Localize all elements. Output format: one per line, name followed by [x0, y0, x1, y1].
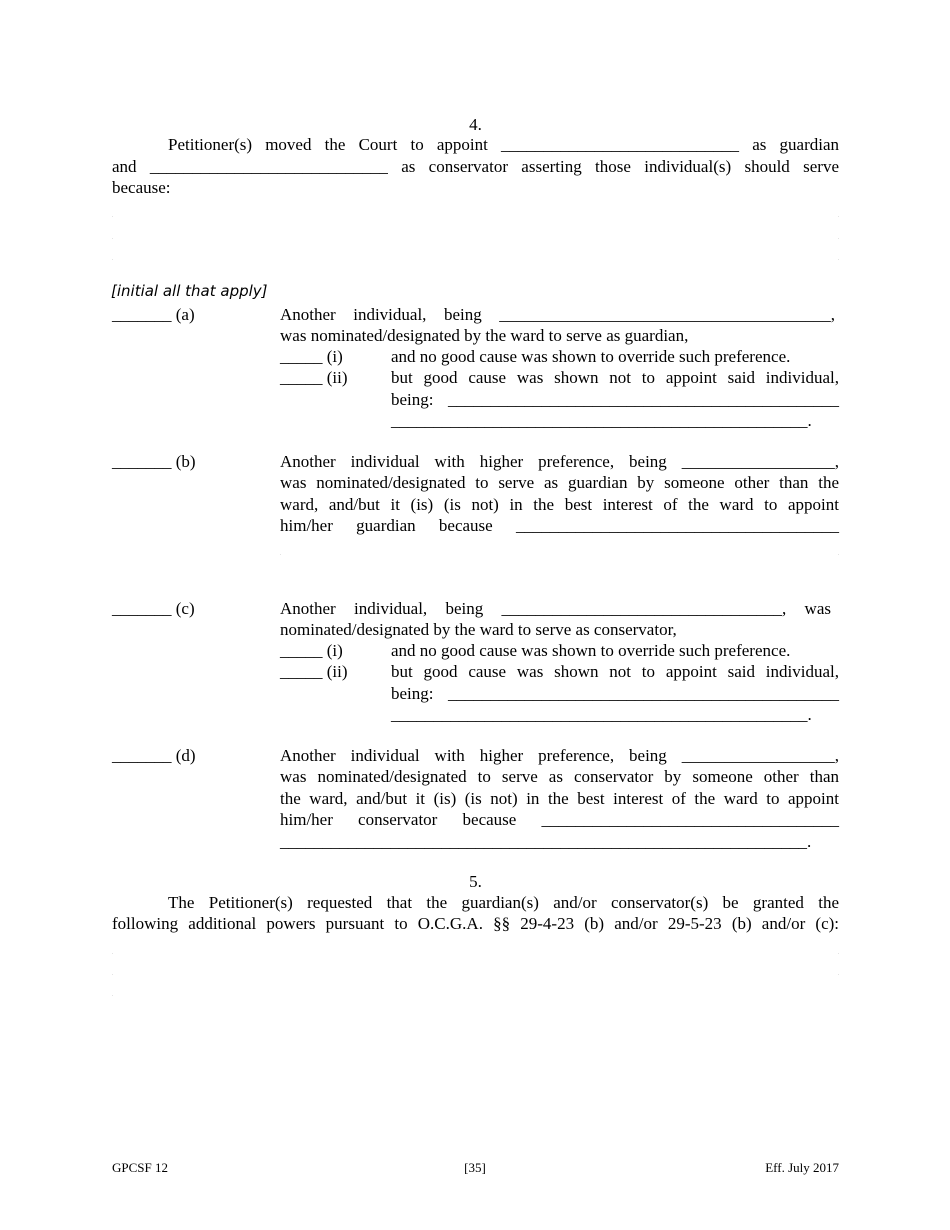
- section-4-number: 4.: [469, 115, 482, 134]
- answer-area-marker: [838, 259, 839, 260]
- item-a-sub-i-text: and no good cause was shown to override such preference.: [391, 347, 791, 366]
- item-b-line-2: was nominated/designated to serve as guardian by someone other than the: [280, 473, 839, 492]
- item-a-sub-ii-line-1: but good cause was shown not to appoint said individual,: [391, 368, 839, 387]
- item-a-line-2: was nominated/designated by the ward to serve as guardian,: [280, 326, 689, 345]
- item-d-line-4: him/her conservator because ___________________________________: [280, 810, 839, 829]
- answer-area-marker: [112, 953, 113, 954]
- section-4-line-2: and ____________________________ as conservator asserting those individual(s) should serve: [112, 157, 839, 176]
- item-c-sub-ii-line-1: but good cause was shown not to appoint said individual,: [391, 662, 839, 681]
- section-5-line-2: following additional powers pursuant to O.C.G.A. §§ 29-4-23 (b) and/or 29-5-23 (b) and/or (c):: [112, 914, 839, 933]
- footer-effective-date: Eff. July 2017: [765, 1160, 839, 1175]
- item-d-line-3: the ward, and/but it (is) (is not) in the best interest of the ward to appoint: [280, 789, 839, 808]
- item-d-line-2: was nominated/designated to serve as conservator by someone other than: [280, 767, 839, 786]
- item-c-sub-ii-line-2: being: ______________________________________________: [391, 684, 839, 703]
- answer-area-marker: [280, 554, 281, 555]
- answer-area-marker: [838, 554, 839, 555]
- item-a-line-1: Another individual, being _______________________________________,: [280, 305, 835, 324]
- item-c-line-1: Another individual, being _________________________________, was: [280, 599, 831, 618]
- item-d-initial-blank[interactable]: _______ (d): [112, 746, 196, 765]
- answer-area-marker: [112, 238, 113, 239]
- item-a-sub-ii-line-3: _________________________________________________.: [391, 411, 812, 430]
- answer-area-marker: [838, 238, 839, 239]
- item-c-sub-i-text: and no good cause was shown to override such preference.: [391, 641, 791, 660]
- footer-page-number: [35]: [464, 1160, 486, 1175]
- answer-area-marker: [112, 216, 113, 217]
- answer-area-marker: [112, 995, 113, 996]
- footer-form-id: GPCSF 12: [112, 1160, 168, 1175]
- answer-area-marker: [838, 953, 839, 954]
- item-d-line-1: Another individual with higher preference, being __________________,: [280, 746, 839, 765]
- item-c-sub-ii-line-3: _________________________________________________.: [391, 705, 812, 724]
- item-a-sub-i-blank[interactable]: _____ (i): [280, 347, 343, 366]
- item-b-line-4: him/her guardian because ______________________________________: [280, 516, 839, 535]
- item-b-initial-blank[interactable]: _______ (b): [112, 452, 196, 471]
- item-a-sub-ii-blank[interactable]: _____ (ii): [280, 368, 348, 387]
- item-c-line-2: nominated/designated by the ward to serve as conservator,: [280, 620, 677, 639]
- section-4-line-1: Petitioner(s) moved the Court to appoint ____________________________ as guardian: [168, 135, 839, 154]
- item-b-line-1: Another individual with higher preference, being __________________,: [280, 452, 839, 471]
- answer-area-marker: [838, 974, 839, 975]
- item-c-initial-blank[interactable]: _______ (c): [112, 599, 195, 618]
- item-b-line-3: ward, and/but it (is) (is not) in the best interest of the ward to appoint: [280, 495, 839, 514]
- section-4-line-3: because:: [112, 178, 171, 197]
- item-a-initial-blank[interactable]: _______ (a): [112, 305, 195, 324]
- answer-area-marker: [838, 216, 839, 217]
- initial-all-note: [initial all that apply]: [111, 282, 268, 300]
- answer-area-marker: [112, 974, 113, 975]
- answer-area-marker: [112, 259, 113, 260]
- section-5-number: 5.: [469, 872, 482, 891]
- item-d-line-5: ______________________________________________________________.: [280, 832, 812, 851]
- section-5-line-1: The Petitioner(s) requested that the guardian(s) and/or conservator(s) be granted the: [168, 893, 839, 912]
- item-a-sub-ii-line-2: being: ______________________________________________: [391, 390, 839, 409]
- item-c-sub-i-blank[interactable]: _____ (i): [280, 641, 343, 660]
- item-c-sub-ii-blank[interactable]: _____ (ii): [280, 662, 348, 681]
